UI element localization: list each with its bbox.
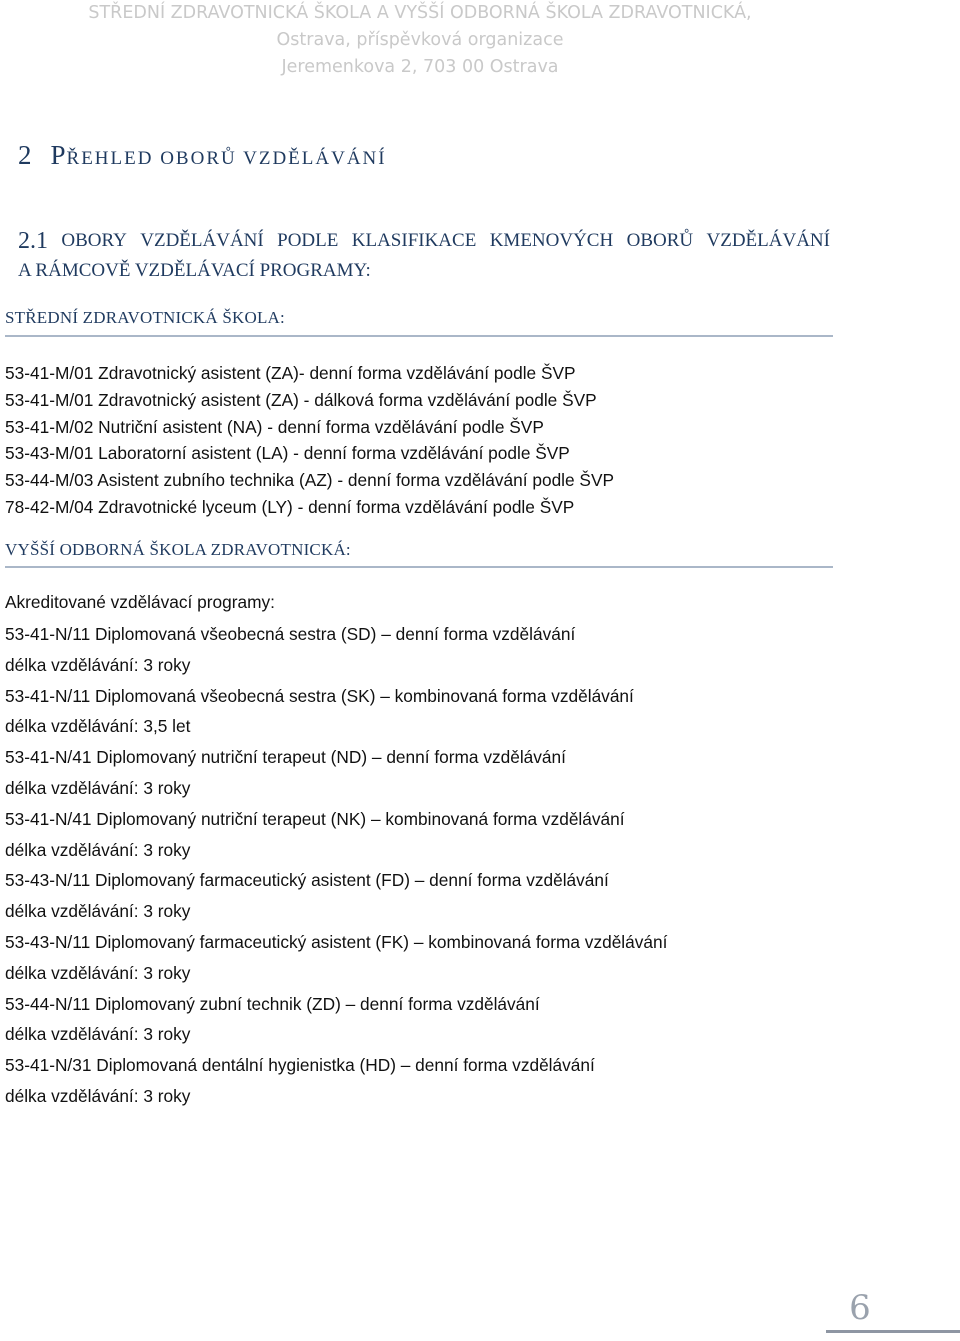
list-item: délka vzdělávání: 3 roky <box>5 839 191 860</box>
list-item: 53-41-M/01 Zdravotnický asistent (ZA)- denní forma vzdělávání podle ŠVP <box>5 363 576 383</box>
szs-program-list <box>5 360 614 521</box>
subsection-word: KLASIFIKACE <box>351 230 477 251</box>
list-item: 78-42-M/04 Zdravotnické lyceum (LY) - denní forma vzdělávání podle ŠVP <box>5 496 575 517</box>
subsection-word: VZDĚLÁVÁNÍ <box>140 230 264 251</box>
szs-heading: STŘEDNÍ ZDRAVOTNICKÁ ŠKOLA: <box>5 308 285 327</box>
list-item: 53-41-N/11 Diplomovaná všeobecná sestra (SK) – kombinovaná forma vzdělávání <box>5 685 634 706</box>
list-item: délka vzdělávání: 3 roky <box>5 1085 191 1106</box>
subsection-line1 <box>18 226 830 256</box>
list-item: 53-41-N/31 Diplomovaná dentální hygienistka (HD) – denní forma vzdělávání <box>5 1055 595 1076</box>
subsection-number: 2.1 <box>18 228 48 254</box>
list-item: délka vzdělávání: 3 roky <box>5 901 191 922</box>
list-item: délka vzdělávání: 3 roky <box>5 962 191 983</box>
subsection-word: OBORY <box>61 230 127 251</box>
header-school-name: STŘEDNÍ ZDRAVOTNICKÁ ŠKOLA A VYŠŠÍ ODBORNÁ ŠKOLA ZDRAVOTNICKÁ, <box>88 3 752 23</box>
vos-heading: VYŠŠÍ ODBORNÁ ŠKOLA ZDRAVOTNICKÁ: <box>5 540 351 559</box>
list-item: 53-44-N/11 Diplomovaný zubní technik (ZD) – denní forma vzdělávání <box>5 993 540 1014</box>
subsection-heading <box>18 226 830 286</box>
page-number: 6 <box>849 1288 871 1328</box>
subsection-line2: A RÁMCOVĚ VZDĚLÁVACÍ PROGRAMY: <box>18 260 371 281</box>
subsection-word: VZDĚLÁVÁNÍ <box>706 230 830 251</box>
list-item: 53-41-M/01 Zdravotnický asistent (ZA) - dálková forma vzdělávání podle ŠVP <box>5 389 597 410</box>
subsection-word: PODLE <box>277 230 339 251</box>
list-item: 53-43-N/11 Diplomovaný farmaceutický asistent (FD) – denní forma vzdělávání <box>5 870 609 891</box>
list-item: délka vzdělávání: 3 roky <box>5 1024 191 1045</box>
list-item: délka vzdělávání: 3 roky <box>5 654 191 675</box>
vos-program-list <box>5 619 667 1112</box>
list-item: 53-41-N/41 Diplomovaný nutriční terapeut (NK) – kombinovaná forma vzdělávání <box>5 808 625 829</box>
list-item: 53-41-N/11 Diplomovaná všeobecná sestra (SD) – denní forma vzdělávání <box>5 624 576 644</box>
header-address: Jeremenkova 2, 703 00 Ostrava <box>281 57 559 77</box>
list-item: 53-43-M/01 Laboratorní asistent (LA) - denní forma vzdělávání podle ŠVP <box>5 443 570 464</box>
page-header <box>0 0 840 81</box>
subsection-word: OBORŮ <box>626 230 694 251</box>
szs-divider <box>5 335 833 337</box>
section-title-rest: ŘEHLED OBORŮ VZDĚLÁVÁNÍ <box>66 148 387 169</box>
vos-divider <box>5 566 833 568</box>
subsection-word: KMENOVÝCH <box>489 230 614 251</box>
list-item: délka vzdělávání: 3 roky <box>5 777 191 798</box>
header-organization: Ostrava, příspěvková organizace <box>276 30 564 50</box>
list-item: 53-41-M/02 Nutriční asistent (NA) - denní forma vzdělávání podle ŠVP <box>5 416 544 437</box>
vos-intro: Akreditované vzdělávací programy: <box>5 592 275 612</box>
page-number-divider <box>826 1330 960 1333</box>
list-item: 53-41-N/41 Diplomovaný nutriční terapeut (ND) – denní forma vzdělávání <box>5 747 566 768</box>
list-item: délka vzdělávání: 3,5 let <box>5 716 191 737</box>
list-item: 53-44-M/03 Asistent zubního technika (AZ) - denní forma vzdělávání podle ŠVP <box>5 470 615 491</box>
section-number: 2 <box>18 140 33 170</box>
section-heading <box>18 140 387 171</box>
list-item: 53-43-N/11 Diplomovaný farmaceutický asistent (FK) – kombinovaná forma vzdělávání <box>5 931 668 952</box>
section-title-initial: P <box>50 140 67 170</box>
